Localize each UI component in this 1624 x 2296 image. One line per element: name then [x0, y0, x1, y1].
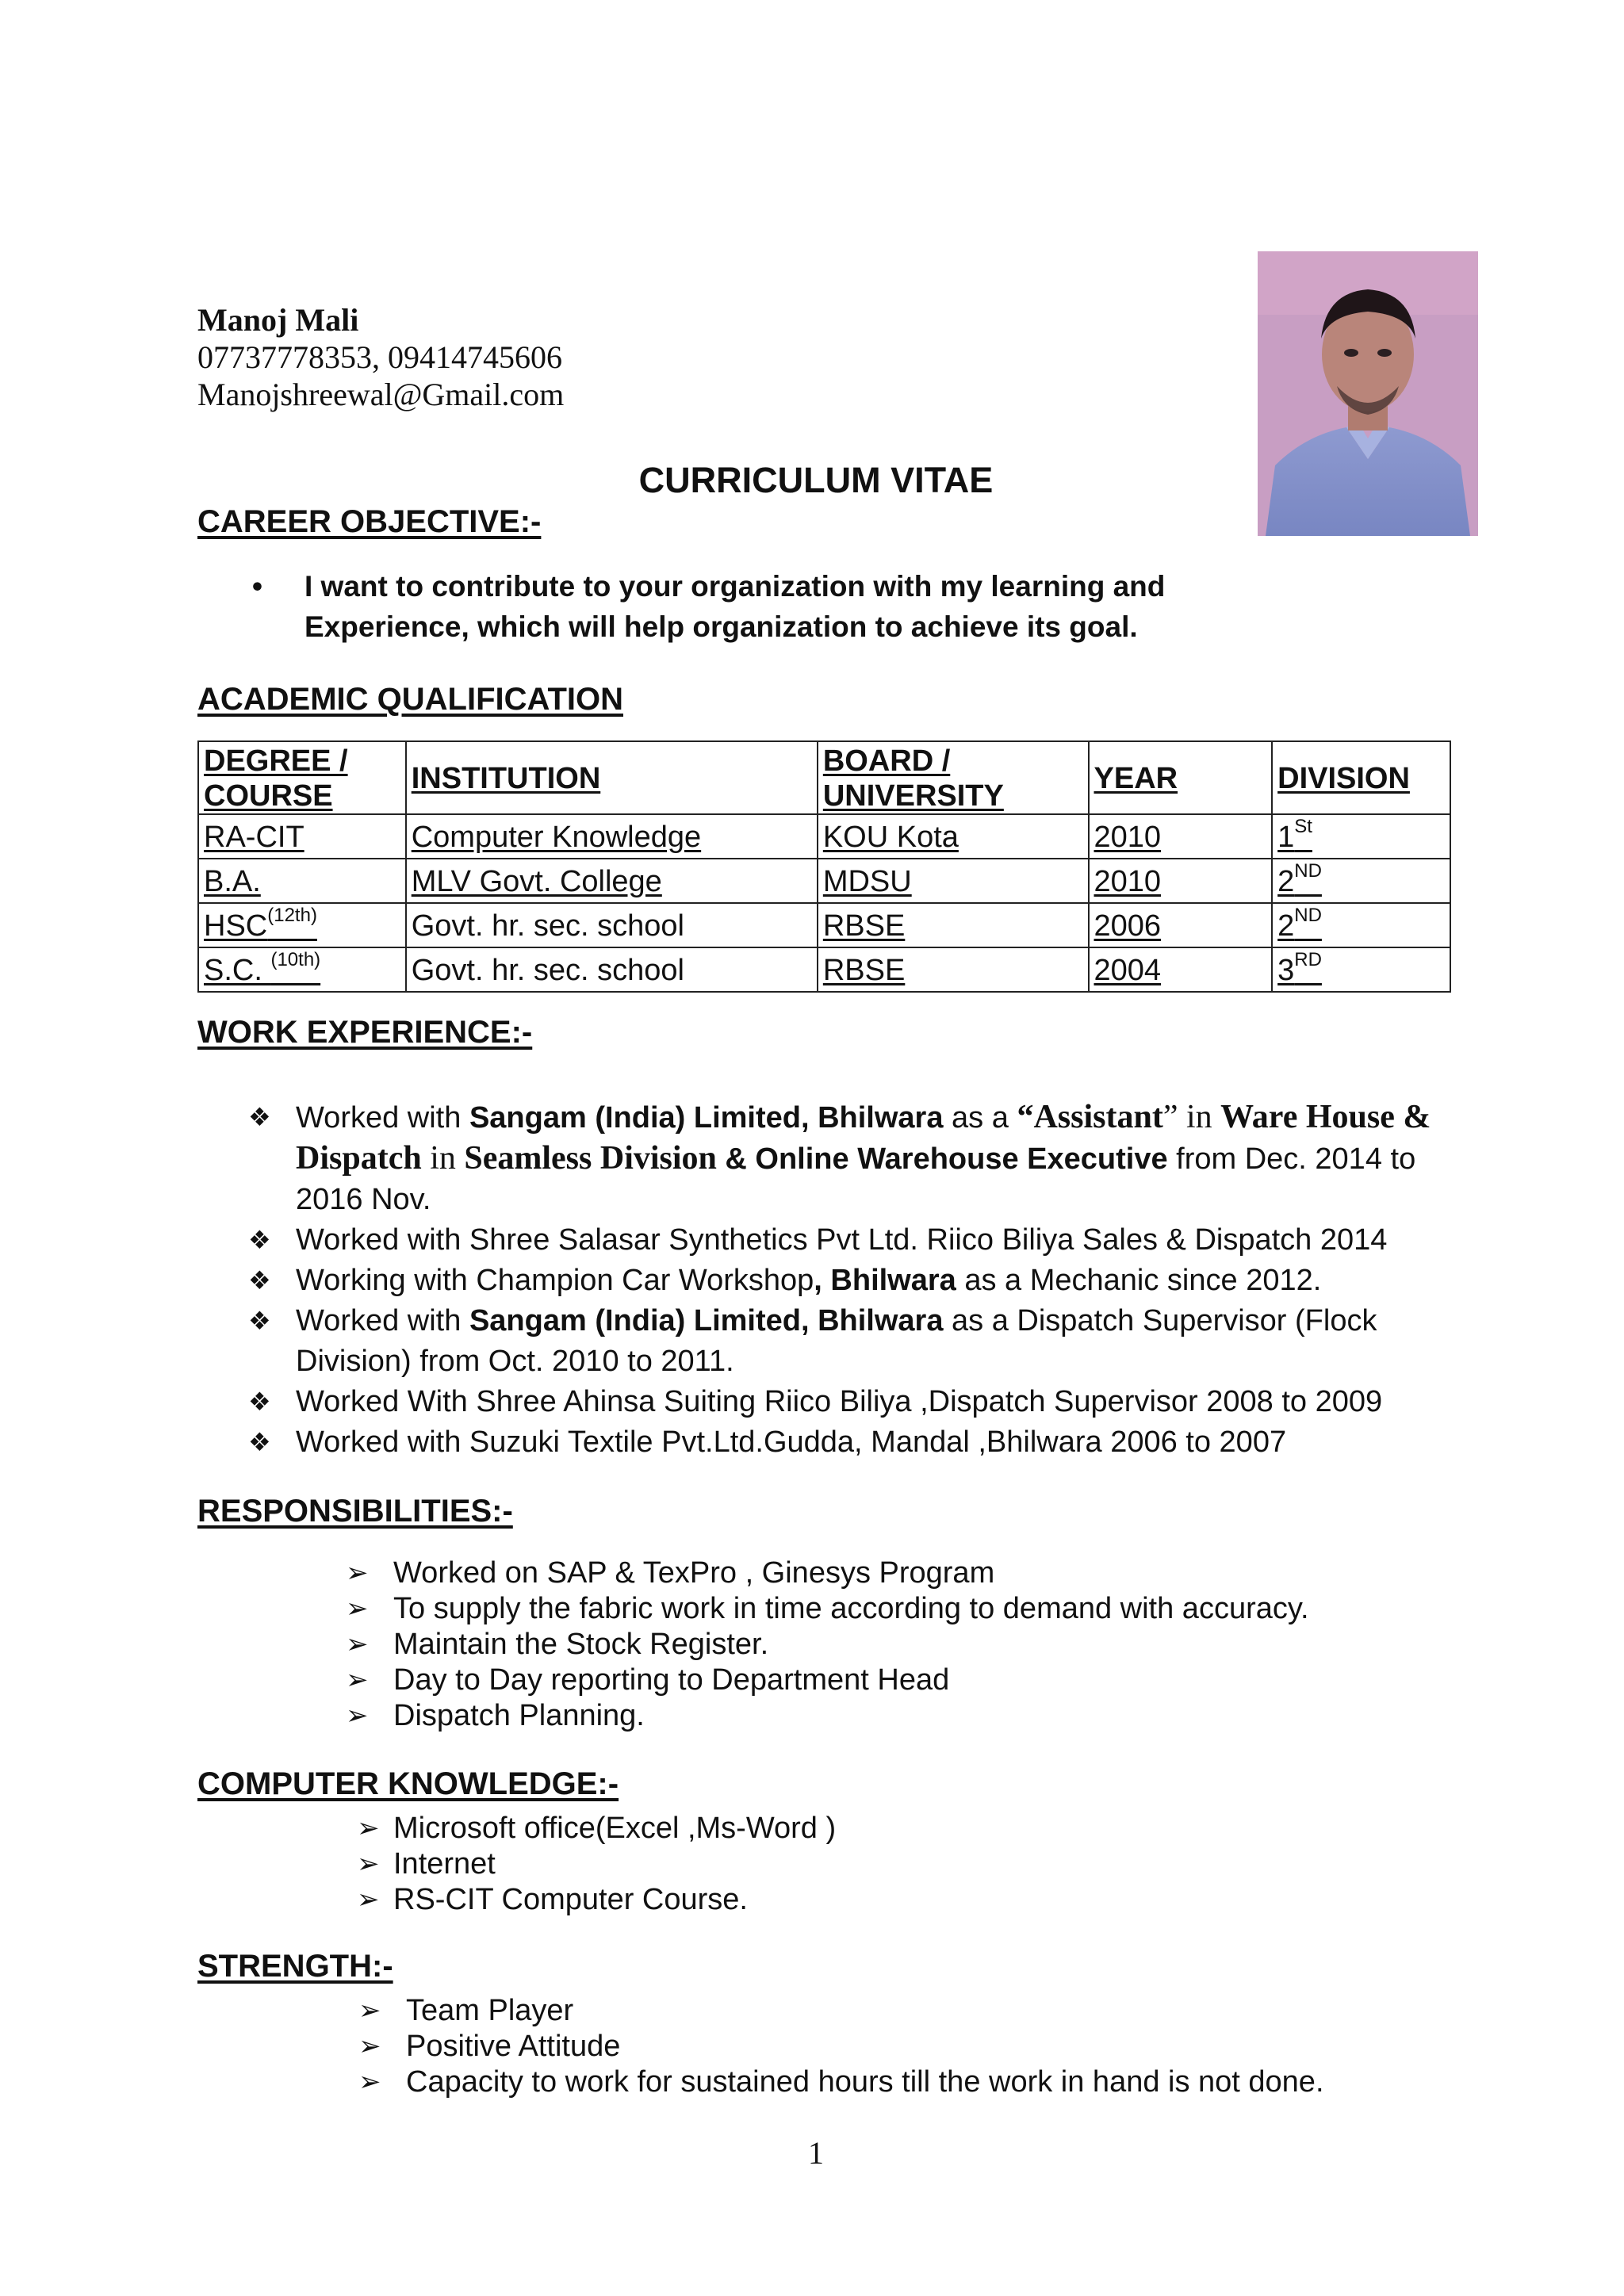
- diamond-bullet-icon: ❖: [248, 1387, 271, 1416]
- cell-board: MDSU: [818, 859, 1089, 903]
- arrow-bullet-icon: ➢: [346, 1629, 369, 1659]
- work-experience-list: [248, 1097, 1454, 1463]
- document-title: CURRICULUM VITAE: [638, 460, 994, 500]
- heading-computer-knowledge: COMPUTER KNOWLEDGE:-: [197, 1766, 619, 1801]
- diamond-bullet-icon: ❖: [248, 1307, 271, 1335]
- col-header-degree: DEGREE / COURSE: [198, 741, 406, 814]
- arrow-bullet-icon: ➢: [358, 2031, 381, 2061]
- list-item: ➢ Day to Day reporting to Department Head: [346, 1663, 950, 1697]
- cell-division: 2ND: [1272, 903, 1450, 947]
- cell-institution: Govt. hr. sec. school: [406, 903, 818, 947]
- diamond-bullet-icon: ❖: [248, 1103, 271, 1131]
- objective-item: [252, 566, 1283, 647]
- list-item: ➢ Microsoft office(Excel ,Ms-Word ): [357, 1812, 837, 1845]
- cell-degree: $HSC^{(12th)}$: [198, 903, 406, 947]
- academic-table: [197, 740, 1451, 993]
- cell-year: 2006: [1089, 903, 1273, 947]
- cell-institution: MLV Govt. College: [406, 859, 818, 903]
- table-header-row: [198, 741, 1450, 814]
- heading-academic-qualification: ACADEMIC QUALIFICATION: [197, 682, 623, 717]
- list-item: ➢ RS-CIT Computer Course.: [357, 1883, 748, 1916]
- bullet-icon: •: [252, 570, 262, 603]
- heading-responsibilities: RESPONSIBILITIES:-: [197, 1494, 513, 1529]
- list-item: ➢ Maintain the Stock Register.: [346, 1628, 769, 1661]
- col-header-institution: INSTITUTION: [406, 741, 818, 814]
- list-item: ➢ Team Player: [358, 1994, 574, 2027]
- col-header-division: DIVISION: [1272, 741, 1450, 814]
- list-item: ❖ Worked with Sangam (India) Limited, Bhilwara as a “Assistant” in Ware House & Dispatch in Seamless Division & Online Warehouse Executive from Dec. 2014 to 2016 Nov.: [248, 1099, 1431, 1216]
- cell-degree: S.C. $^{(10th)}$: [198, 947, 406, 992]
- table-row: [198, 947, 1450, 992]
- diamond-bullet-icon: ❖: [248, 1428, 271, 1456]
- col-header-board: BOARD / UNIVERSITY: [818, 741, 1089, 814]
- table-row: [198, 859, 1450, 903]
- diamond-bullet-icon: ❖: [248, 1266, 271, 1295]
- heading-work-experience: WORK EXPERIENCE:-: [197, 1015, 533, 1050]
- candidate-name: Manoj Mali: [197, 302, 359, 338]
- list-item: ❖ Worked with Shree Salasar Synthetics Pvt Ltd. Riico Biliya Sales & Dispatch 2014: [248, 1220, 1454, 1261]
- page-number: 1: [808, 2135, 824, 2171]
- objective-text: I want to contribute to your organization with my learning and Experience, which will help organization to achieve its goal.: [304, 570, 1166, 643]
- cell-institution: Computer Knowledge: [406, 814, 818, 859]
- list-item: ➢ Positive Attitude: [358, 2030, 621, 2063]
- list-item: ❖ Working with Champion Car Workshop, Bhilwara as a Mechanic since 2012.: [248, 1261, 1454, 1301]
- arrow-bullet-icon: ➢: [346, 1701, 369, 1731]
- heading-strength: STRENGTH:-: [197, 1949, 393, 1984]
- list-item: ➢ Internet: [357, 1847, 496, 1881]
- arrow-bullet-icon: ➢: [346, 1665, 369, 1695]
- cell-division: 3RD: [1272, 947, 1450, 992]
- arrow-bullet-icon: ➢: [358, 1996, 381, 2026]
- list-item: ❖ Worked with Sangam (India) Limited, Bhilwara as a Dispatch Supervisor (Flock Division) from Oct. 2010 to 2011.: [248, 1301, 1454, 1382]
- phone-numbers: 07737778353, 09414745606: [197, 339, 562, 375]
- cell-division: 1St: [1272, 814, 1450, 859]
- cell-institution: Govt. hr. sec. school: [406, 947, 818, 992]
- responsibilities-list: [346, 1556, 1309, 1734]
- arrow-bullet-icon: ➢: [358, 2067, 381, 2097]
- list-item: ➢ To supply the fabric work in time according to demand with accuracy.: [346, 1592, 1309, 1625]
- cell-year: 2010: [1089, 859, 1273, 903]
- diamond-bullet-icon: ❖: [248, 1226, 271, 1254]
- list-item: ❖ Worked With Shree Ahinsa Suiting Riico Biliya ,Dispatch Supervisor 2008 to 2009: [248, 1382, 1454, 1422]
- cell-board: RBSE: [818, 903, 1089, 947]
- cell-division: 2ND: [1272, 859, 1450, 903]
- col-header-year: YEAR: [1089, 741, 1273, 814]
- contact-block: [197, 301, 564, 413]
- list-item: ➢ Dispatch Planning.: [346, 1699, 645, 1732]
- arrow-bullet-icon: ➢: [346, 1558, 369, 1588]
- arrow-bullet-icon: ➢: [346, 1594, 369, 1624]
- computer-knowledge-list: [357, 1811, 836, 1918]
- cell-degree: B.A.: [198, 859, 406, 903]
- table-row: [198, 903, 1450, 947]
- heading-career-objective: CAREER OBJECTIVE:-: [197, 504, 542, 539]
- arrow-bullet-icon: ➢: [357, 1813, 380, 1843]
- list-item: ❖ Worked with Suzuki Textile Pvt.Ltd.Gudda, Mandal ,Bhilwara 2006 to 2007: [248, 1422, 1454, 1463]
- strength-list: [358, 1993, 1324, 2100]
- arrow-bullet-icon: ➢: [357, 1849, 380, 1879]
- table-row: [198, 814, 1450, 859]
- cell-year: 2010: [1089, 814, 1273, 859]
- cell-board: KOU Kota: [818, 814, 1089, 859]
- cell-degree: RA-CIT: [198, 814, 406, 859]
- list-item: ➢ Worked on SAP & TexPro , Ginesys Program: [346, 1556, 995, 1590]
- cell-year: 2004: [1089, 947, 1273, 992]
- arrow-bullet-icon: ➢: [357, 1885, 380, 1915]
- list-item: ➢ Capacity to work for sustained hours till the work in hand is not done.: [358, 2065, 1324, 2099]
- cell-board: RBSE: [818, 947, 1089, 992]
- email-address: Manojshreewal@Gmail.com: [197, 377, 565, 412]
